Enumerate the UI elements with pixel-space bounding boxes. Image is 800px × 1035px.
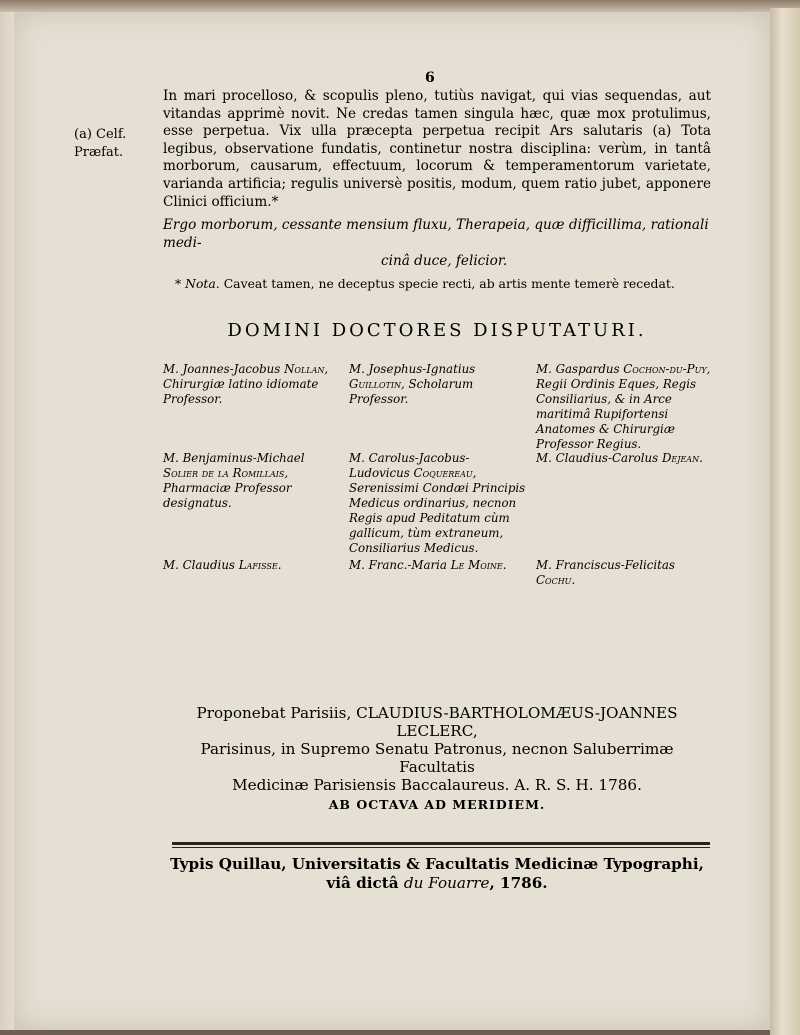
doctors-list bbox=[163, 362, 723, 588]
doctor-name: Solier de la Romillais bbox=[163, 466, 285, 480]
doctor-name: Lafisse bbox=[238, 558, 278, 572]
doctor-title: . bbox=[571, 573, 576, 587]
doctor-prefix: M. Claudius-Carolus bbox=[536, 451, 662, 465]
doctor-title: , Scholarum Professor. bbox=[349, 377, 474, 406]
proponebat-time: AB OCTAVA AD MERIDIEM. bbox=[328, 797, 546, 812]
doctor-name: Le Moine bbox=[450, 558, 503, 572]
body-paragraph bbox=[163, 88, 711, 211]
doctor-title: , Serenissimi Condæi Principis Medicus ordinarius, necnon Regis apud Peditatum cùm gallicum, tùm extraneum, Consiliarius Medicus. bbox=[349, 466, 526, 555]
doctor-entry bbox=[536, 558, 722, 588]
margin-note bbox=[74, 126, 144, 162]
doctor-name: Nollan bbox=[284, 362, 325, 376]
doctor-prefix: M. Josephus-Ignatius bbox=[349, 362, 476, 376]
margin-note-line2: Præfat. bbox=[74, 145, 124, 160]
divider-thick bbox=[172, 842, 710, 845]
doctor-prefix: M. Benjaminus-Michael bbox=[163, 451, 305, 465]
nota-label: * Nota. bbox=[175, 276, 220, 291]
doctor-entry bbox=[536, 362, 722, 451]
doctor-name: Cochon-du-Puy bbox=[623, 362, 707, 376]
doctors-row bbox=[163, 558, 723, 588]
imprint-street: du Fouarre bbox=[403, 874, 490, 892]
proponebat-line3: Medicinæ Parisiensis Baccalaureus. A. R. S. H. 1786. bbox=[232, 776, 642, 794]
imprint-line1: Typis Quillau, Universitatis & Facultatis Medicinæ Typographi, bbox=[170, 855, 704, 873]
doctor-entry bbox=[349, 451, 536, 558]
imprint-year: , 1786. bbox=[489, 874, 548, 892]
doctor-entry bbox=[163, 558, 349, 588]
doctor-title: , Pharmaciæ Professor designatus. bbox=[163, 466, 292, 510]
doctor-name: Coquereau bbox=[413, 466, 473, 480]
doctor-entry bbox=[536, 451, 722, 558]
body-paragraph-text: In mari procelloso, & scopulis pleno, tutiùs navigat, qui vias sequendas, aut vitandas apprimè novit. Ne credas tamen singula hæc, quæ mox protulimus, esse perpetua. Vix ulla præcepta perpetua recipit Ars salutaris (a) Tota legibus, observatione fundatis, continetur nostra disciplina: verùm, in tantâ morborum, causarum, effectuum, locorum & temperamentorum varietate, varianda artificia; regulis universè positis, modum, quem ratio jubet, apponere Clinici officium.* bbox=[163, 88, 711, 210]
nota bbox=[175, 275, 715, 292]
doctor-prefix: M. Gaspardus bbox=[536, 362, 624, 376]
conclusion-line2: cinâ duce, felicior. bbox=[381, 253, 508, 269]
doctor-prefix: M. Carolus-Jacobus-Ludovicus bbox=[349, 451, 470, 480]
imprint-line2 bbox=[163, 874, 711, 893]
nota-text: Caveat tamen, ne deceptus specie recti, ab artis mente temerè recedat. bbox=[223, 276, 675, 291]
doctor-prefix: M. Franciscus-Felicitas bbox=[536, 558, 675, 572]
doctor-prefix: M. Claudius bbox=[163, 558, 239, 572]
doctors-row bbox=[163, 362, 723, 451]
imprint-line2-a: viâ dictâ bbox=[326, 874, 404, 892]
doctors-heading: DOMINI DOCTORES DISPUTATURI. bbox=[227, 320, 647, 341]
doctor-name: Guillotin bbox=[349, 377, 402, 391]
margin-note-line1: (a) Celf. bbox=[74, 127, 127, 142]
doctor-prefix: M. Joannes-Jacobus bbox=[163, 362, 285, 376]
page-right-edge bbox=[770, 8, 800, 1035]
conclusion bbox=[163, 216, 711, 270]
doctor-title: , Chirurgiæ latino idiomate Professor. bbox=[163, 362, 329, 406]
doctor-name: Dejean bbox=[661, 451, 700, 465]
doctor-prefix: M. Franc.-Maria bbox=[349, 558, 451, 572]
doctor-entry bbox=[163, 451, 349, 558]
doctor-title: . bbox=[277, 558, 282, 572]
doctor-title: , Regii Ordinis Eques, Regis Consiliarius, & in Arce maritimâ Rupifortensi Anatomes & Chirurgiæ Professor Regius. bbox=[536, 362, 711, 451]
doctor-entry bbox=[163, 362, 349, 451]
doctor-name: Cochu bbox=[536, 573, 572, 587]
doctor-entry bbox=[349, 362, 536, 451]
book-gutter bbox=[0, 12, 14, 1030]
divider-thin bbox=[172, 847, 710, 848]
page-number: 6 bbox=[425, 70, 435, 86]
printer-imprint bbox=[163, 855, 711, 893]
doctors-row bbox=[163, 451, 723, 558]
proponebat-line1: Proponebat Parisiis, CLAUDIUS-BARTHOLOMÆUS-JOANNES LECLERC, bbox=[196, 704, 678, 740]
proponebat-line2: Parisinus, in Supremo Senatu Patronus, necnon Saluberrimæ Facultatis bbox=[200, 740, 674, 776]
proponebat-block bbox=[163, 704, 711, 814]
conclusion-line1: Ergo morborum, cessante mensium fluxu, Therapeia, quæ difficillima, rationali medi- bbox=[163, 217, 709, 251]
doctor-title: . bbox=[699, 451, 703, 465]
doctor-title: . bbox=[502, 558, 507, 572]
doctor-entry bbox=[349, 558, 536, 588]
